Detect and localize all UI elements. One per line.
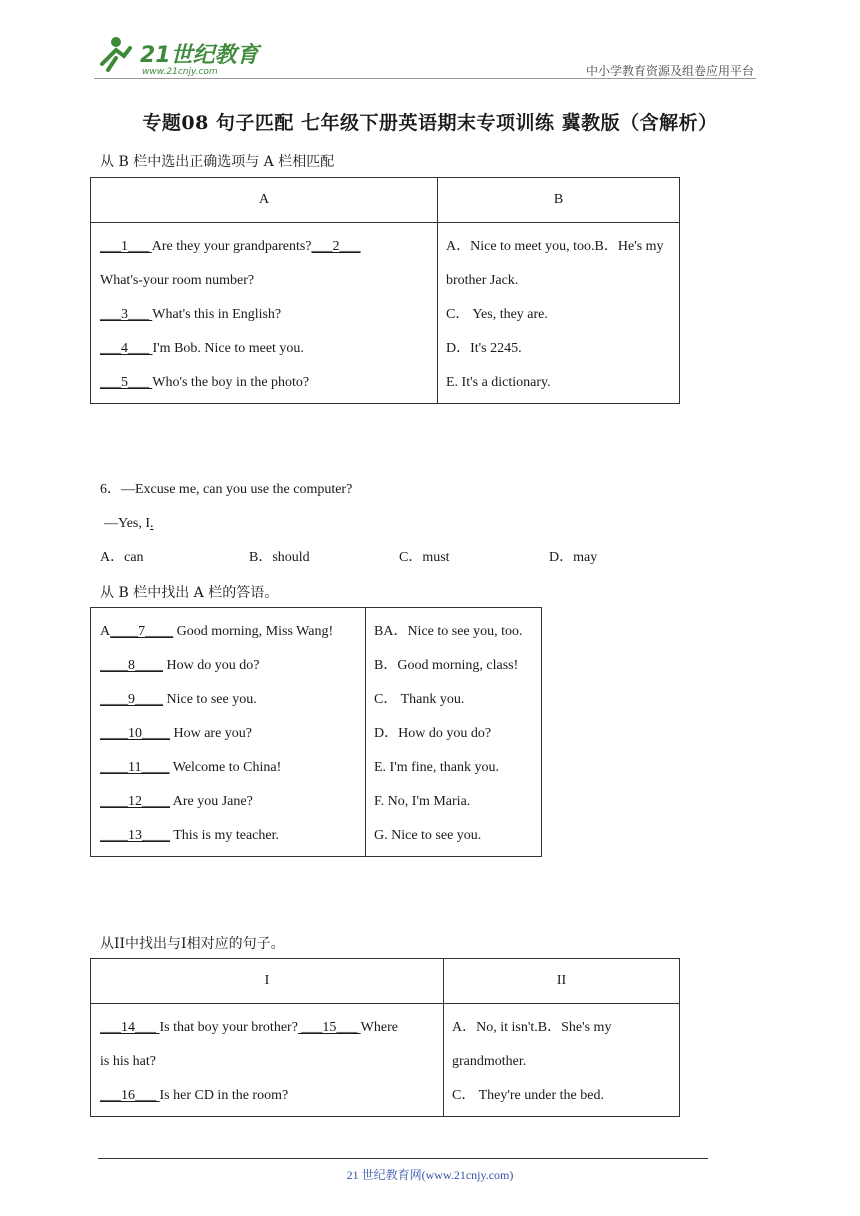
list-item: C． Thank you. (374, 692, 465, 707)
section2-table (90, 607, 542, 857)
list-item: ____12____ Are you Jane? (100, 794, 253, 809)
list-item: A____7____ Good morning, Miss Wang! (100, 624, 334, 639)
list-item: A．No, it isn't.B．She's my (452, 1020, 612, 1035)
list-item: ___4___ I'm Bob. Nice to meet you. (100, 341, 304, 356)
site-logo (94, 34, 264, 78)
answer-blank: ___16___ (100, 1088, 160, 1103)
list-item: E. It's a dictionary. (446, 375, 551, 390)
list-item: B．Good morning, class! (374, 658, 519, 673)
list-item: ___16___ Is her CD in the room? (100, 1088, 289, 1103)
answer-blank: ____11____ (100, 760, 170, 775)
list-item: ___14___ Is that boy your brother? ___15___ Where (100, 1020, 398, 1035)
section3-table (90, 958, 680, 1117)
list-item: ____9____ Nice to see you. (100, 692, 257, 707)
answer-blank: ___3___ (100, 307, 153, 322)
list-item: ___3___ What's this in English? (100, 307, 282, 322)
logo-text: 21世纪教育 (140, 43, 259, 68)
list-item: E. I'm fine, thank you. (374, 760, 499, 775)
section1-header-b: B (438, 178, 680, 223)
list-item: BA．Nice to see you, too. (374, 624, 523, 639)
list-item: ____8____ How do you do? (100, 658, 260, 673)
section3-col-ii (444, 1004, 680, 1117)
list-item: ___5___ Who's the boy in the photo? (100, 375, 310, 390)
question6-stem: 6．—Excuse me, can you use the computer? (100, 482, 353, 497)
section2-col-a (91, 608, 366, 857)
list-item: D．It's 2245. (446, 341, 522, 356)
option-c: C．must (399, 550, 450, 565)
logo-url: www.21cnjy.com (142, 67, 218, 77)
list-item: ____10____ How are you? (100, 726, 253, 741)
section3-instruction: 从II中找出与I相对应的句子。 (100, 936, 285, 952)
answer-blank: ____8____ (100, 658, 163, 673)
answer-blank: ___4___ (100, 341, 153, 356)
answer-blank: ____13____ (100, 828, 170, 843)
option-d: D．may (549, 550, 598, 565)
page-title: 专题08 句子匹配 七年级下册英语期末专项训练 冀教版（含解析） (142, 112, 718, 134)
answer-blank: ____7____ (110, 624, 174, 639)
list-item: F. No, I'm Maria. (374, 794, 471, 809)
section1-header-a: A (91, 178, 438, 223)
answer-blank: ___5___ (100, 375, 153, 390)
list-item: ____13____ This is my teacher. (100, 828, 279, 843)
section2-instruction: 从 B 栏中找出 A 栏的答语。 (100, 585, 279, 601)
section1-col-b (438, 223, 680, 404)
answer-blank: . (150, 516, 154, 531)
answer-blank: ___2___ (311, 239, 361, 254)
header-divider (94, 78, 756, 79)
section3-header-i: I (91, 959, 444, 1004)
answer-blank: ____12____ (100, 794, 170, 809)
option-b: B．should (249, 550, 310, 565)
section3-col-i (91, 1004, 444, 1117)
footer-link[interactable]: 21 世纪教育网(www.21cnjy.com) (346, 1168, 514, 1182)
section1-table (90, 177, 680, 404)
section1-col-a (91, 223, 438, 404)
answer-blank: ___1___ (100, 239, 152, 254)
footer-divider (98, 1158, 708, 1159)
answer-blank: ____10____ (100, 726, 170, 741)
list-item: is his hat? (100, 1054, 156, 1069)
list-item: A．Nice to meet you, too.B．He's my (446, 239, 664, 254)
list-item: ____11____ Welcome to China! (100, 760, 282, 775)
list-item: C． They're under the bed. (452, 1088, 604, 1103)
list-item: D．How do you do? (374, 726, 492, 741)
answer-blank: ___14___ (100, 1020, 160, 1035)
section1-instruction: 从 B 栏中选出正确选项与 A 栏相匹配 (100, 154, 335, 170)
answer-blank: ___15___ (297, 1020, 361, 1035)
list-item: C． Yes, they are. (446, 307, 548, 322)
list-item: G. Nice to see you. (374, 828, 482, 843)
section2-col-b (366, 608, 542, 857)
answer-blank: ____9____ (100, 692, 163, 707)
list-item: grandmother. (452, 1054, 527, 1069)
platform-label: 中小学教育资源及组卷应用平台 (585, 64, 754, 78)
option-a: A．can (100, 550, 144, 565)
list-item: ___1___ Are they your grandparents?___2___ (100, 239, 361, 254)
question6-answer: —Yes, I. (104, 516, 154, 531)
list-item: What's-your room number? (100, 273, 255, 288)
section3-header-ii: II (444, 959, 680, 1004)
list-item: brother Jack. (446, 273, 519, 288)
